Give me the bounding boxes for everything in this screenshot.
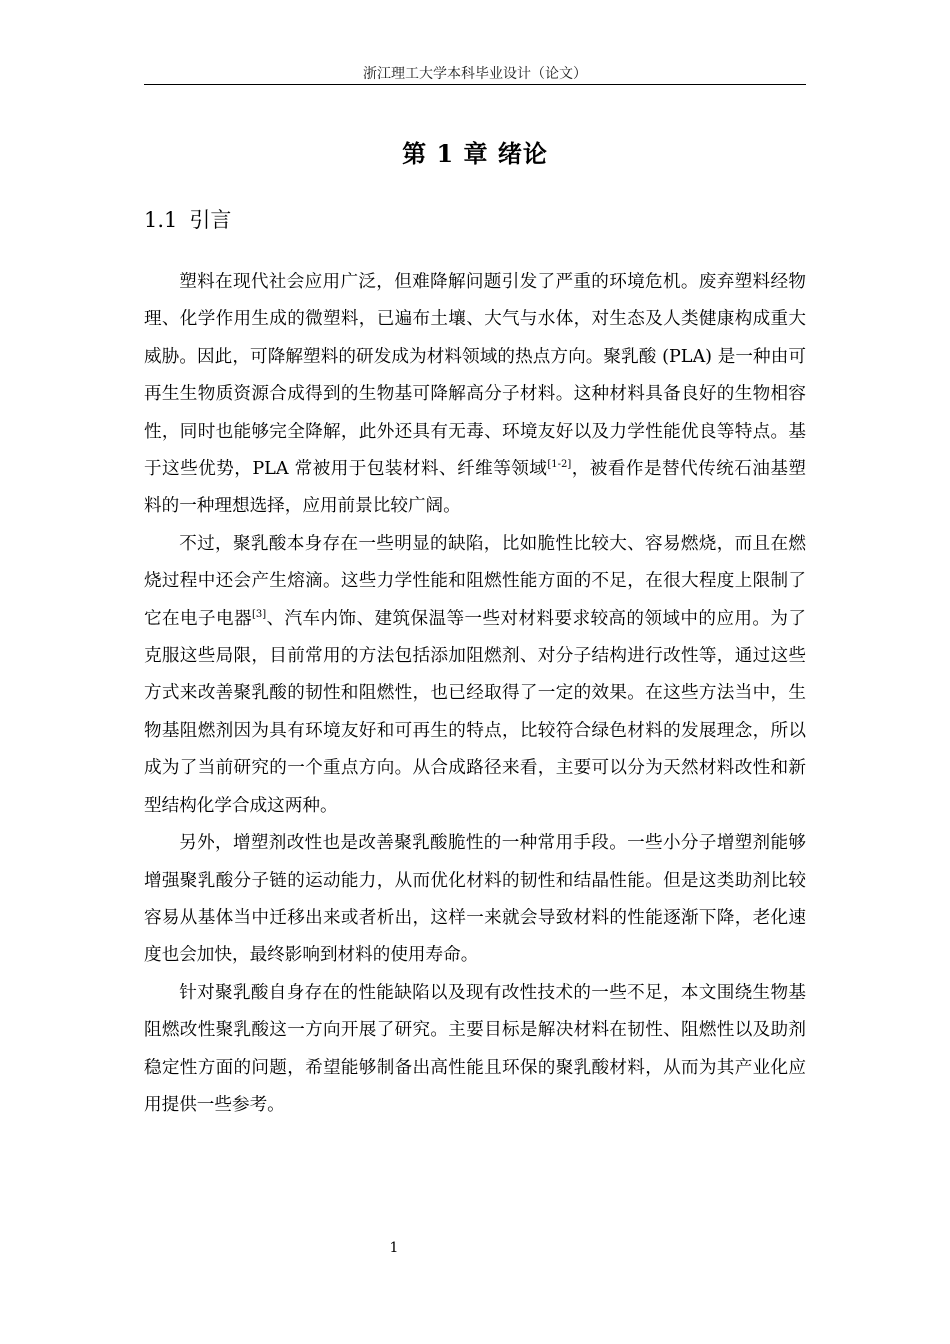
body-text [144,264,806,1124]
paragraph-4: 针对聚乳酸自身存在的性能缺陷以及现有改性技术的一些不足，本文围绕生物基阻燃改性聚乳酸这一方向开展了研究。主要目标是解决材料在韧性、阻燃性以及助剂稳定性方面的问题，希望能够制备出高性能且环保的聚乳酸材料，从而为其产业化应用提供一些参考。 [144,982,806,1115]
section-heading [144,205,806,235]
page-number: 1 [389,1240,399,1256]
section-title: 引言 [189,208,232,232]
paragraph-2-text-cont: 、汽车内饰、建筑保温等一些对材料要求较高的领域中的应用。为了克服这些局限，目前常用的方法包括添加阻燃剂、对分子结构进行改性等，通过这些方式来改善聚乳酸的韧性和阻燃性，也已经取得了一定的效果。在这些方法当中，生物基阻燃剂因为具有环境友好和可再生的特点，比较符合绿色材料的发展理念，所以成为了当前研究的一个重点方向。从合成路径来看，主要可以分为天然材料改性和新型结构化学合成这两种。 [144,608,806,816]
page-header: 浙江理工大学本科毕业设计（论文） [363,66,587,82]
chapter-title: 第 1 章 绪论 [402,139,548,168]
paragraph-2-text: 不过，聚乳酸本身存在一些明显的缺陷，比如脆性比较大、容易燃烧，而且在燃烧过程中还会产生熔滴。这些力学性能和阻燃性能方面的不足，在很大程度上限制了它在电子电器 [144,533,806,629]
paragraph-1-text-cont: ，被看作是替代传统石油基塑料的一种理想选择，应用前景比较广阔。 [144,459,806,517]
paragraph-2 [144,526,806,825]
paragraph-3: 另外，增塑剂改性也是改善聚乳酸脆性的一种常用手段。一些小分子增塑剂能够增强聚乳酸分子链的运动能力，从而优化材料的韧性和结晶性能。但是这类助剂比较容易从基体当中迁移出来或者析出，这样一来就会导致材料的性能逐渐下降，老化速度也会加快，最终影响到材料的使用寿命。 [144,833,806,966]
citation-3: [3] [251,608,267,620]
section-number: 1.1 [144,208,178,232]
paragraph-1 [144,264,806,526]
header-rule [144,84,806,85]
paragraph-1-text: 塑料在现代社会应用广泛，但难降解问题引发了严重的环境危机。废弃塑料经物理、化学作用生成的微塑料，已遍布土壤、大气与水体，对生态及人类健康构成重大威胁。因此，可降解塑料的研发成为材料领域的热点方向。聚乳酸 (PLA) 是一种由可再生生物质资源合成得到的生物基可降解高分子材料。这种材料具备良好的生物相容性，同时也能够完全降解，此外还具有无毒、环境友好以及力学性能优良等特点。基于这些优势，PLA 常被用于包装材料、纤维等领域 [144,272,806,480]
citation-1-2: [1-2] [547,459,572,471]
